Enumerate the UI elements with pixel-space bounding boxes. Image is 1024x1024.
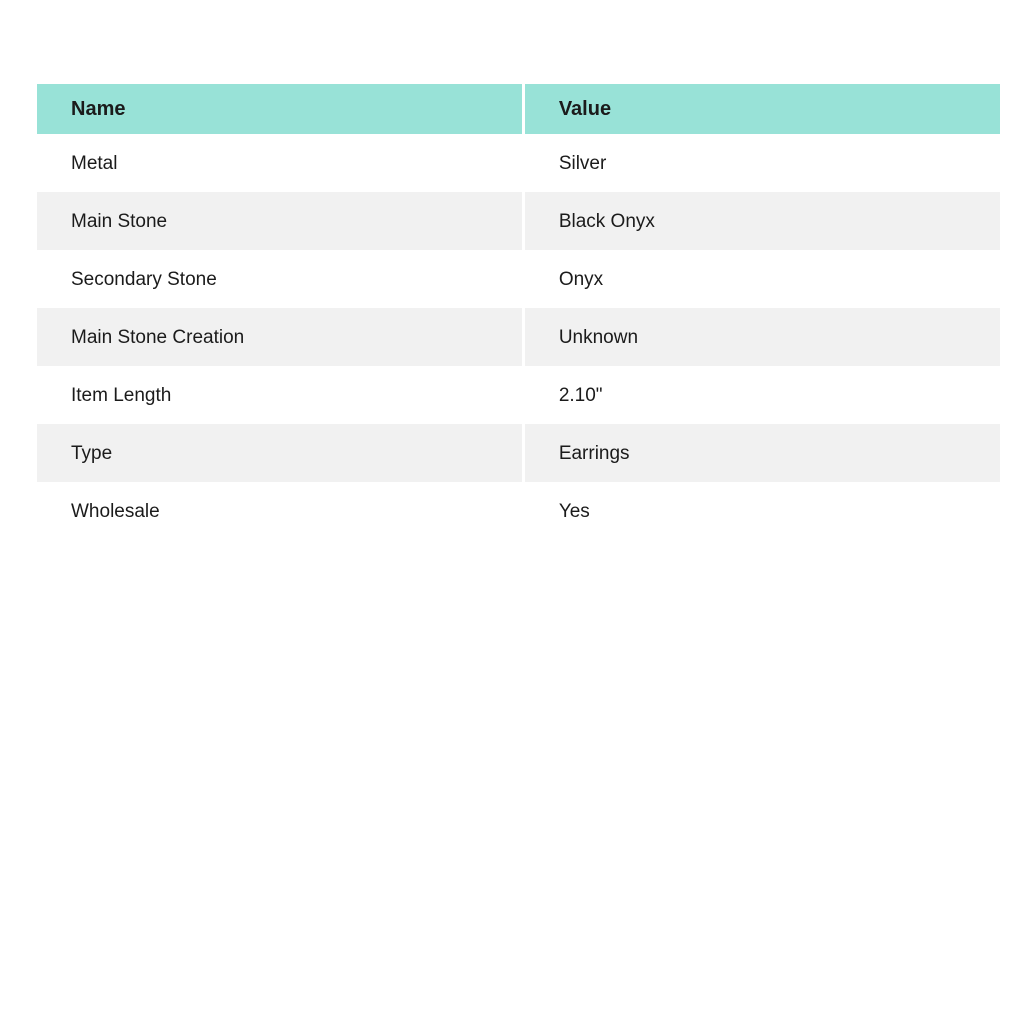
table-row — [37, 250, 1000, 308]
attribute-name-cell: Secondary Stone — [37, 250, 523, 308]
table-row — [37, 134, 1000, 192]
column-header-value: Value — [523, 84, 1000, 134]
attribute-name-cell: Main Stone — [37, 192, 523, 250]
attribute-value-cell: 2.10" — [523, 366, 1000, 424]
table-header-row — [37, 84, 1000, 134]
attribute-name-cell: Type — [37, 424, 523, 482]
attribute-name-cell: Metal — [37, 134, 523, 192]
product-attributes-table — [37, 84, 1000, 540]
table-body — [37, 134, 1000, 540]
table-row — [37, 482, 1000, 540]
table-row — [37, 308, 1000, 366]
attribute-value-cell: Black Onyx — [523, 192, 1000, 250]
attribute-name-cell: Main Stone Creation — [37, 308, 523, 366]
table-header — [37, 84, 1000, 134]
table-row — [37, 424, 1000, 482]
attribute-name-cell: Item Length — [37, 366, 523, 424]
column-header-name: Name — [37, 84, 523, 134]
attribute-value-cell: Yes — [523, 482, 1000, 540]
table-row — [37, 366, 1000, 424]
attribute-name-cell: Wholesale — [37, 482, 523, 540]
attribute-value-cell: Silver — [523, 134, 1000, 192]
attribute-value-cell: Onyx — [523, 250, 1000, 308]
attribute-value-cell: Unknown — [523, 308, 1000, 366]
attribute-value-cell: Earrings — [523, 424, 1000, 482]
table-row — [37, 192, 1000, 250]
